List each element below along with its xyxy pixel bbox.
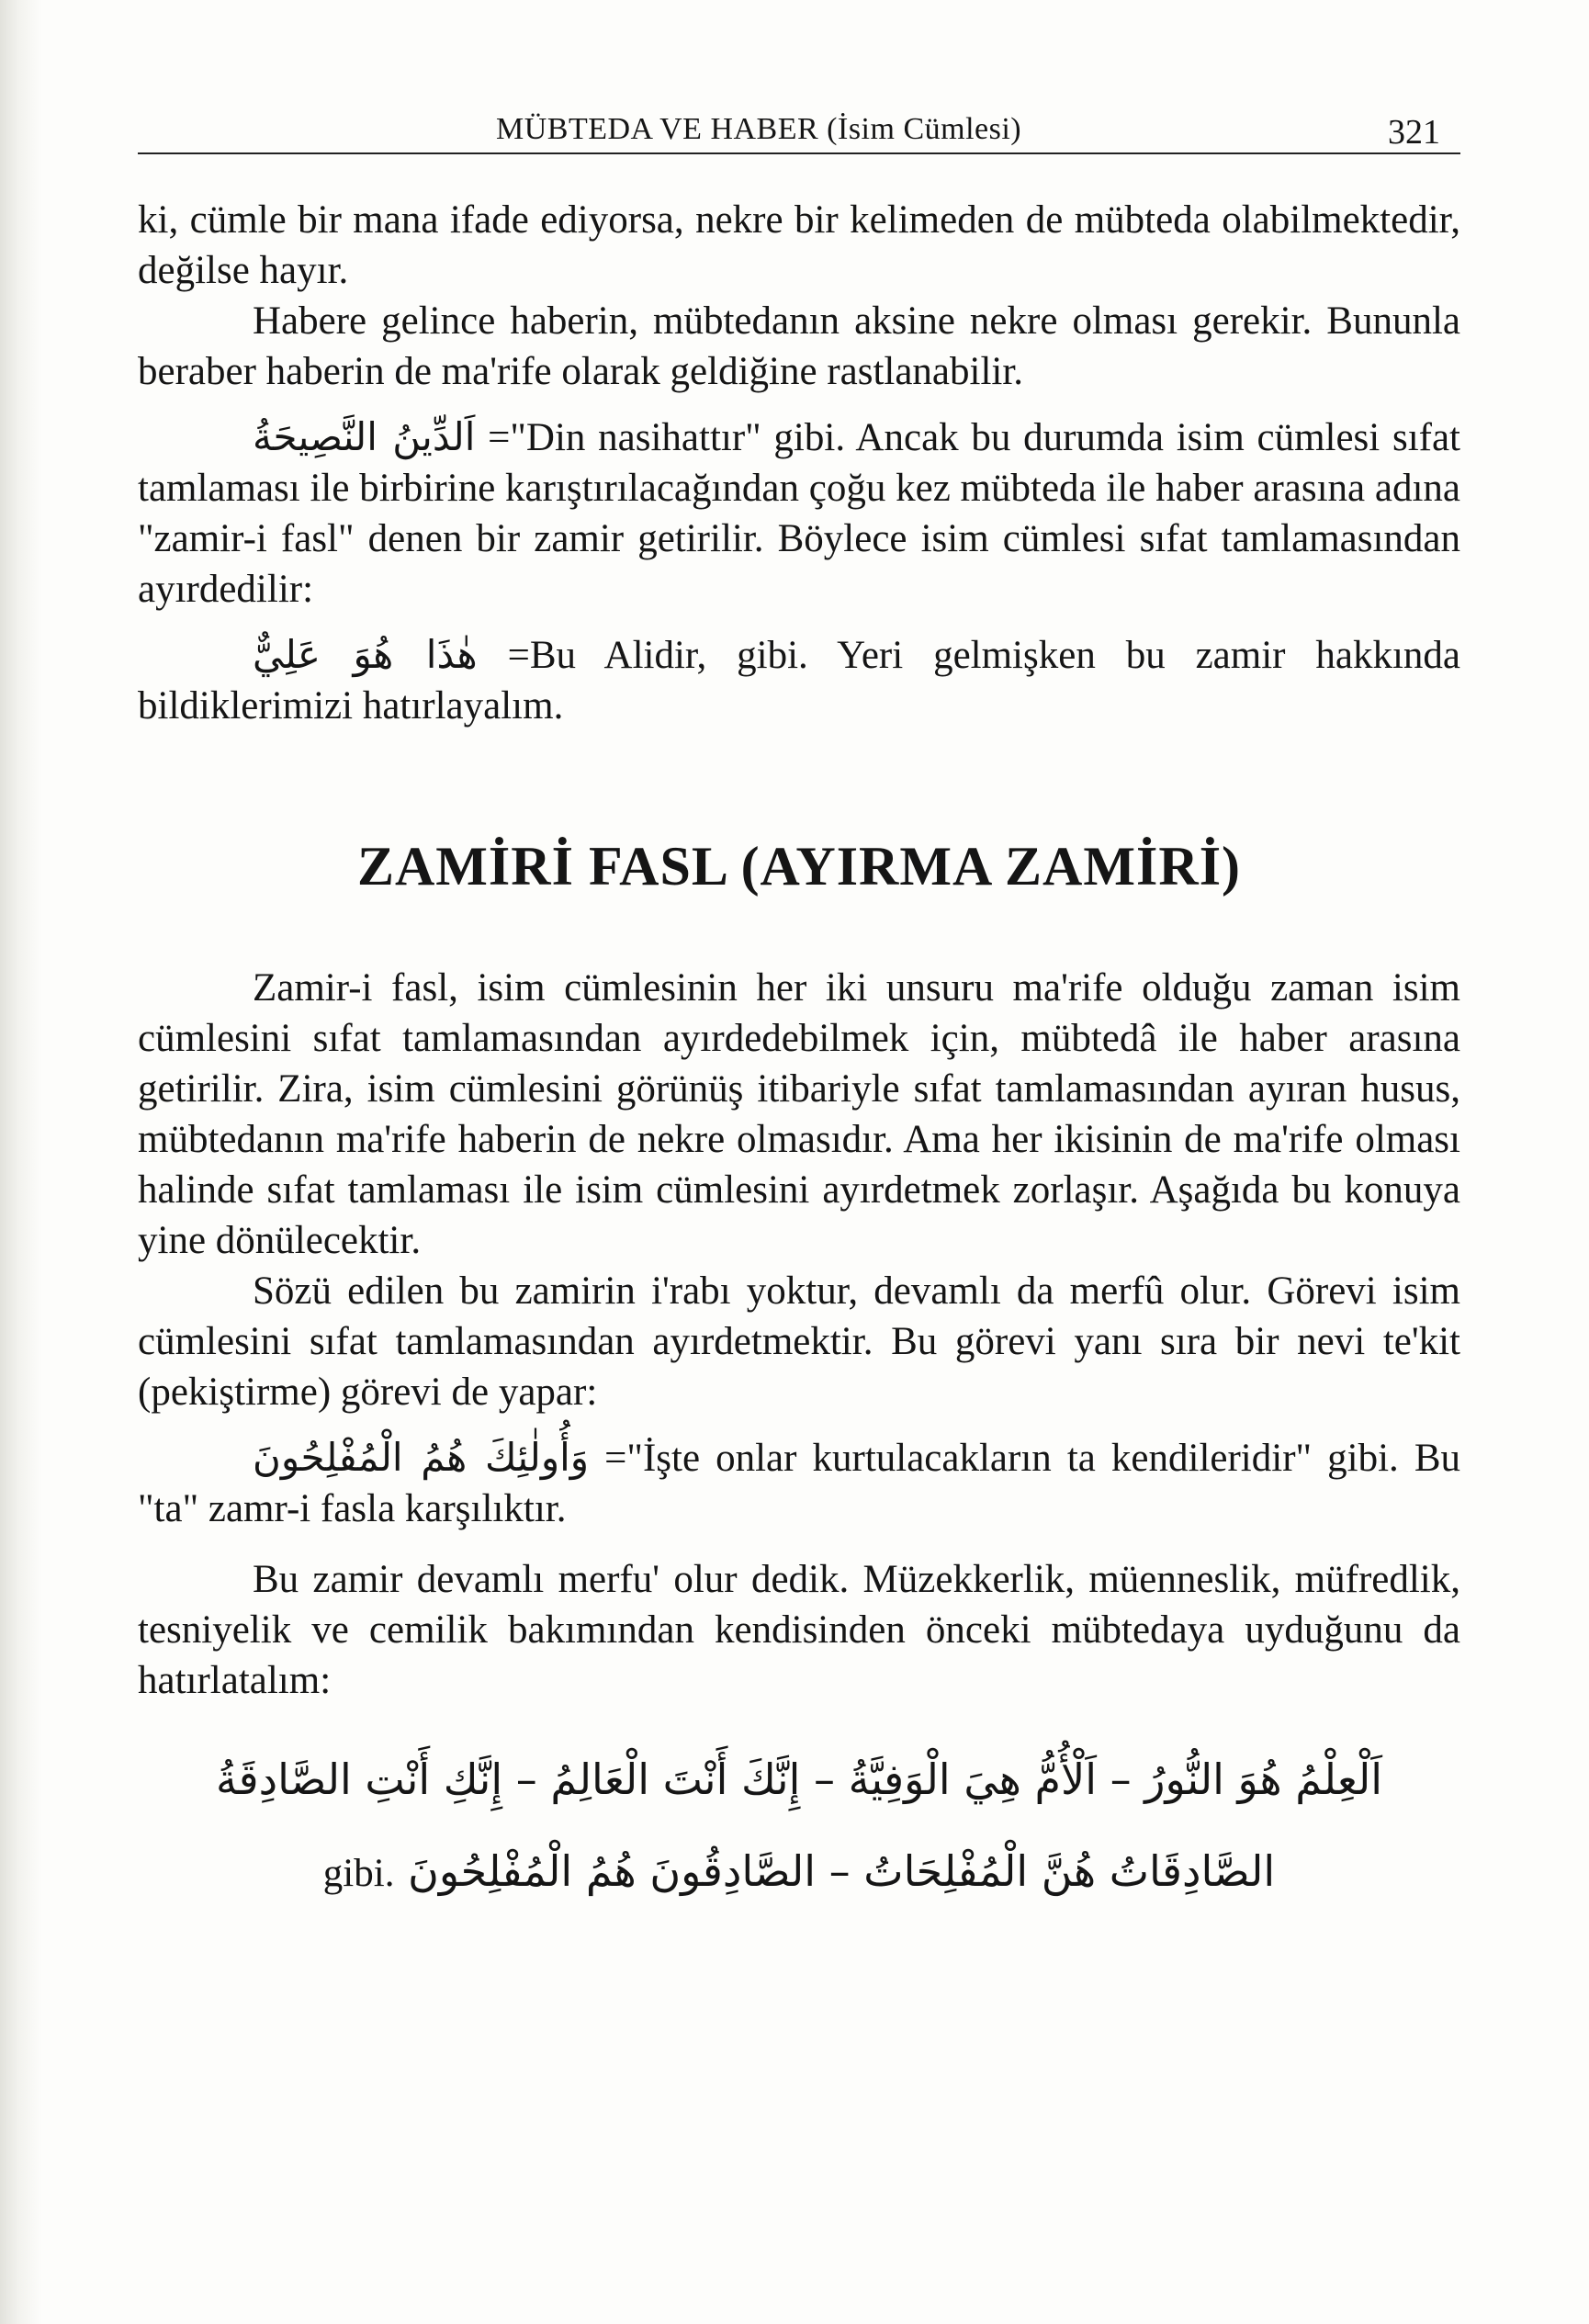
- example-din-nasihat: [138, 412, 1460, 615]
- example-kurtulacaklar: [138, 1432, 1460, 1534]
- example-text: =Bu Alidir, gibi. Yeri gelmişken bu zamir hakkında bildiklerimizi hatırlayalım.: [138, 634, 1460, 728]
- binding-shadow: [0, 0, 42, 2324]
- gibi-word: gibi.: [322, 1852, 395, 1895]
- arabic-phrase: وَأُولٰئِكَ هُمُ الْمُفْلِحُونَ: [253, 1435, 590, 1480]
- arabic-phrase: اَلدِّينُ النَّصِيحَةُ: [253, 414, 476, 459]
- running-title: MÜBTEDA VE HABER (İsim Cümlesi): [496, 112, 1022, 146]
- paragraph-zamir-definition: Zamir-i fasl, isim cümlesinin her iki unsuru ma'rife olduğu zaman isim cümlesini sıfat tamlamasından ayırdedebilmek için, mübtedâ ile haber arasına getirilir. Zira, isim cümlesini görünüş itibariyle sıfat tamlamasından ayıran husus, mübtedanın ma'rife haberin de nekre olmasıdır. Ama her ikisinin de ma'rife olması halinde sıfat tamlaması ile isim cümlesini ayırdetmek zorlaşır. Aşağıda bu konuya yine dönülecektir.: [138, 966, 1460, 1262]
- page-content: [138, 195, 1460, 1920]
- example-text: ="Din nasihattır" gibi. Ancak bu durumda isim cümlesi sıfat tamlaması ile birbirine karıştırılacağından çoğu kez mübteda ile haber arasına adına "zamir-i fasl" denen bir zamir getirilir. Böylece isim cümlesi sıfat tamlamasından ayırdedilir:: [138, 416, 1460, 611]
- arabic-example-text: الصَّادِقَاتُ هُنَّ الْمُفْلِحَاتُ – الصَّادِقُونَ هُمُ الْمُفْلِحُونَ: [408, 1846, 1276, 1896]
- section-heading: ZAMİRİ FASL (AYIRMA ZAMİRİ): [356, 836, 1242, 897]
- page-header: [138, 108, 1460, 154]
- paragraph-zamir-irab: Sözü edilen bu zamirin i'rabı yoktur, devamlı da merfû olur. Görevi isim cümlesini sıfat tamlamasından ayırdetmektir. Bu görevi yanı sıra bir nevi te'kit (pekiştirme) görevi de yapar:: [138, 1269, 1460, 1414]
- paragraph-haber: Habere gelince haberin, mübtedanın aksine nekre olması gerekir. Bununla beraber haberin de ma'rife olarak geldiğine rastlanabilir.: [138, 299, 1460, 393]
- arabic-example-line-1: اَلْعِلْمُ هُوَ النُّورُ – اَلْأُمُّ هِيَ الْوَفِيَّةُ – إِنَّكَ أَنْتَ الْعَالِمُ – إِنَّكِ أَنْتِ الصَّادِقَةُ: [215, 1754, 1383, 1804]
- arabic-examples: [138, 1733, 1460, 1920]
- paragraph-mutabakat: Bu zamir devamlı merfu' olur dedik. Müzekkerlik, müenneslik, müfredlik, tesniyelik ve cemilik bakımından kendisinden önceki mübtedaya uyduğunu da hatırlatalım:: [138, 1558, 1460, 1702]
- arabic-example-line-2: [138, 1825, 1460, 1920]
- arabic-phrase: هٰذَا هُوَ عَلِيٌّ: [253, 632, 478, 677]
- example-bu-alidir: [138, 629, 1460, 731]
- page-number: 321: [1388, 113, 1440, 152]
- example-text: ="İşte onlar kurtulacakların ta kendileridir" gibi. Bu "ta" zamr-i fasla karşılıktır.: [138, 1437, 1461, 1530]
- paragraph-intro: ki, cümle bir mana ifade ediyorsa, nekre bir kelimeden de mübteda olabilmektedir, değilse hayır.: [138, 198, 1460, 292]
